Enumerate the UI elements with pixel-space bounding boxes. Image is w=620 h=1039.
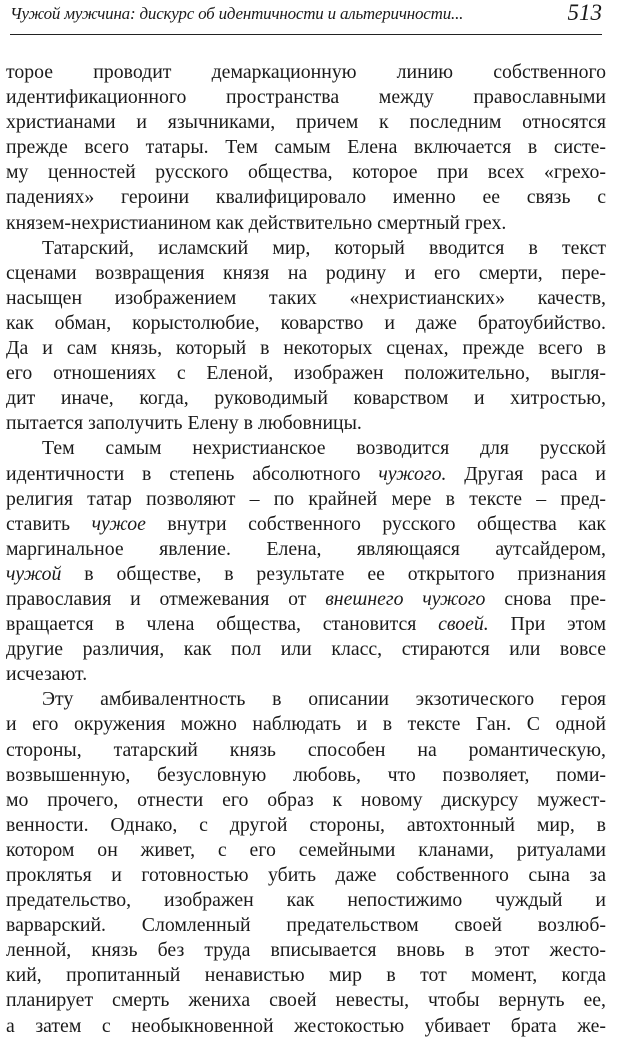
text-segment: кий, пропитанный ненавистью мир в тот момент, когда <box>6 964 606 987</box>
text-line <box>6 386 606 411</box>
text-segment: идентичности в степень абсолютного <box>6 462 379 485</box>
italic-text: чужой <box>6 562 62 585</box>
text-segment: пытается заполучить Елену в любовницы. <box>6 412 362 435</box>
text-segment: его отношениях с Еленой, изображен положительно, выгля- <box>6 362 606 385</box>
running-header <box>10 0 602 35</box>
page-number: 513 <box>567 0 602 25</box>
text-segment: в обществе, в результате ее открытого признания <box>61 562 606 585</box>
text-line <box>6 988 606 1013</box>
text-segment: вращается в члена общества, становится <box>6 613 439 636</box>
text-segment: маргинальное явление. Елена, являющаяся аутсайдером, <box>6 537 606 560</box>
text-line <box>6 236 606 261</box>
text-line <box>6 60 606 85</box>
text-line <box>6 436 606 461</box>
text-line <box>6 913 606 938</box>
text-line <box>6 487 606 512</box>
text-line <box>6 411 606 436</box>
text-line <box>6 963 606 988</box>
text-segment: котором он живет, с его семейными кланами, ритуалами <box>6 838 606 861</box>
text-segment: князем-нехристианином как действительно смертный грех. <box>6 211 507 234</box>
italic-text: своей. <box>438 613 489 636</box>
text-segment: му ценностей русского общества, которое при всех «грехо- <box>6 161 606 184</box>
text-line <box>6 336 606 361</box>
text-segment: идентификационного пространства между православными <box>6 86 606 109</box>
text-segment: насыщен изображением таких «нехристианских» качеств, <box>6 286 606 309</box>
text-line <box>6 662 606 687</box>
text-line <box>6 261 606 286</box>
text-segment: Татарский, исламский мир, который вводится в текст <box>42 236 606 259</box>
text-line <box>6 813 606 838</box>
text-line <box>6 1014 606 1039</box>
text-line <box>6 562 606 587</box>
text-segment: христианами и язычниками, причем к последним относятся <box>6 111 606 134</box>
text-line <box>6 863 606 888</box>
text-segment: мо прочего, отнести его образ к новому дискурсу мужест- <box>6 788 606 811</box>
text-segment: Тем самым нехристианское возводится для русской <box>42 437 606 460</box>
text-segment: предательство, изображен как непостижимо чуждый и <box>6 889 606 912</box>
text-segment: и его окружения можно наблюдать и в тексте Ган. С одной <box>6 713 606 736</box>
text-line <box>6 311 606 336</box>
text-line <box>6 135 606 160</box>
text-line <box>6 185 606 210</box>
text-line <box>6 587 606 612</box>
text-segment: возвышенную, безусловную любовь, что позволяет, поми- <box>6 763 606 786</box>
text-segment: православия и отмежевания от <box>6 587 326 610</box>
text-line <box>6 687 606 712</box>
text-segment: Эту амбивалентность в описании экзотического героя <box>42 688 606 711</box>
text-line <box>6 286 606 311</box>
text-line <box>6 160 606 185</box>
text-segment: а затем с необыкновенной жестокостью убивает брата же- <box>6 1014 606 1037</box>
text-segment: другие различия, как пол или класс, стираются или вовсе <box>6 638 606 661</box>
text-segment: внутри собственного русского общества как <box>145 512 606 535</box>
text-line <box>6 110 606 135</box>
text-line <box>6 712 606 737</box>
text-segment: варварский. Сломленный предательством своей возлюб- <box>6 914 606 937</box>
text-segment: Другая раса и <box>446 462 607 485</box>
text-segment: исчезают. <box>6 663 88 686</box>
text-segment: снова пре- <box>485 587 606 610</box>
text-segment: ленной, князь без труда вписывается вновь в этот жесто- <box>6 939 606 962</box>
text-line <box>6 888 606 913</box>
text-line <box>6 612 606 637</box>
text-segment: При этом <box>488 613 606 636</box>
running-title: Чужой мужчина: дискурс об идентичности и альтеричности... <box>10 4 464 23</box>
text-line <box>6 85 606 110</box>
italic-text: чужое <box>91 512 146 535</box>
text-line <box>6 838 606 863</box>
text-line <box>6 938 606 963</box>
text-segment: венности. Однако, с другой стороны, автохтонный мир, в <box>6 813 606 836</box>
text-segment: ставить <box>6 512 92 535</box>
text-segment: стороны, татарский князь способен на романтическую, <box>6 738 606 761</box>
text-segment: Да и сам князь, который в некоторых сценах, прежде всего в <box>6 337 606 360</box>
text-segment: прежде всего татары. Тем самым Елена включается в систе- <box>6 136 606 159</box>
text-line <box>6 788 606 813</box>
text-line <box>6 537 606 562</box>
italic-text: внешнего чужого <box>325 587 486 610</box>
text-segment: торое проводит демаркационную линию собственного <box>6 61 606 83</box>
italic-text: чужого. <box>378 462 447 485</box>
text-line <box>6 763 606 788</box>
text-segment: падениях» героини квалифицировало именно ее связь с <box>6 186 606 209</box>
text-segment: проклятья и готовностью убить даже собственного сына за <box>6 864 606 886</box>
text-line <box>6 211 606 236</box>
text-line <box>6 637 606 662</box>
text-line <box>6 738 606 763</box>
text-segment: сценами возвращения князя на родину и его смерти, пере- <box>6 261 606 284</box>
body-text <box>6 60 606 1039</box>
text-segment: религия татар позволяют – по крайней мере в тексте – пред- <box>6 487 606 510</box>
text-segment: дит иначе, когда, руководимый коварством и хитростью, <box>6 387 606 410</box>
text-segment: планирует смерть жениха своей невесты, чтобы вернуть ее, <box>6 989 606 1012</box>
text-segment: как обман, корыстолюбие, коварство и даже братоубийство. <box>6 311 606 334</box>
text-line <box>6 361 606 386</box>
text-line <box>6 462 606 487</box>
text-line <box>6 512 606 537</box>
